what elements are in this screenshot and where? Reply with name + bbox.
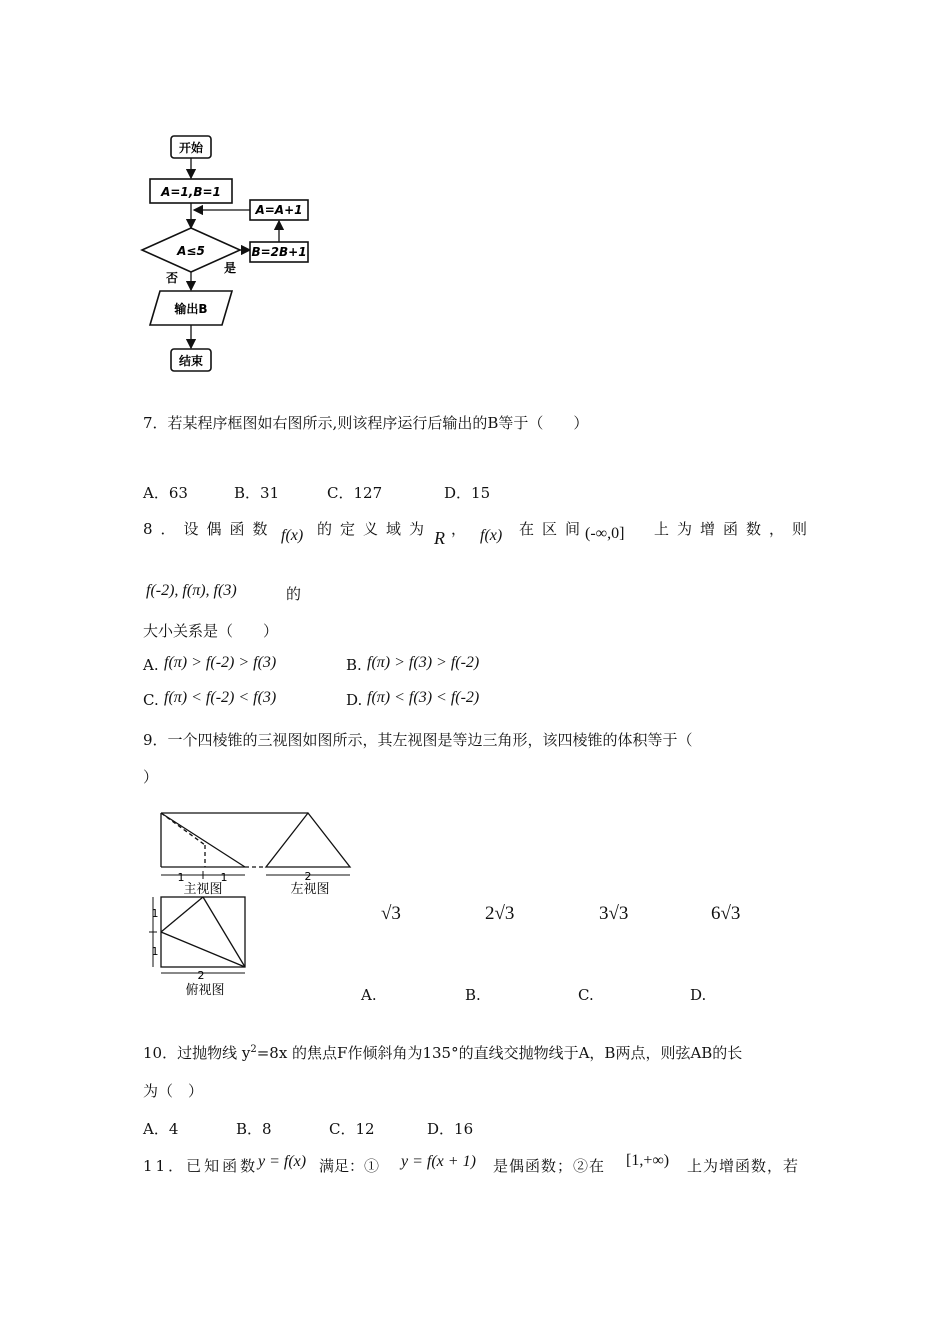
flowchart	[130, 128, 330, 378]
question-9-text-2: ）	[143, 768, 159, 786]
q10-option-c: C．12	[329, 1120, 375, 1138]
q8-option-c: f(π) < f(-2) < f(3)	[164, 689, 277, 706]
top-view-label: 俯视图	[185, 983, 225, 998]
fc-yes-label: 是	[223, 261, 237, 275]
q10-option-a: A．4	[143, 1120, 179, 1138]
three-view-drawing	[145, 805, 360, 1000]
question-7-text: 7．若某程序框图如右图所示,则该程序运行后输出的B等于（ ）	[143, 414, 589, 432]
q8-f-x-1: f(x)	[281, 527, 304, 544]
fc-end-text: 结束	[178, 354, 204, 368]
q9-answer-d: 6√3	[711, 903, 741, 924]
fc-cond-text: A≤5	[177, 244, 205, 258]
q11-interval: [1,+∞)	[626, 1152, 670, 1169]
q8-line-3: 大小关系是（ ）	[143, 622, 279, 640]
top-dim-2: 2	[197, 969, 205, 982]
front-dim-1a: 1	[177, 871, 185, 884]
q9-answer-a: √3	[381, 903, 401, 924]
q8-option-b: f(π) > f(3) > f(-2)	[367, 654, 480, 671]
q11-part-2: 满足：①	[319, 1157, 380, 1175]
top-dim-1b: 1	[151, 945, 159, 958]
fc-start-text: 开始	[178, 141, 204, 155]
top-view	[149, 897, 245, 973]
q11-part-4: 上为增函数，若	[687, 1157, 800, 1175]
front-view-label: 主视图	[183, 882, 223, 897]
q9-option-c-label: C.	[578, 986, 594, 1004]
q8-values: f(-2), f(π), f(3)	[146, 582, 237, 599]
q11-func-1: y = f(x)	[258, 1153, 307, 1170]
question-10-text	[143, 1042, 742, 1063]
question-9-text: 9．一个四棱锥的三视图如图所示，其左视图是等边三角形，该四棱锥的体积等于（	[143, 731, 693, 749]
q9-answer-b: 2√3	[485, 903, 515, 924]
q8-part-2: 的定义域为	[317, 520, 433, 538]
q10-part-1: 10．过抛物线 y	[143, 1044, 251, 1062]
q8-option-c-label: C.	[143, 691, 159, 709]
q8-values-suffix: 的	[286, 585, 302, 603]
q8-option-d-label: D.	[346, 691, 363, 709]
front-dim-1b: 1	[220, 871, 228, 884]
side-dim-2: 2	[304, 870, 312, 883]
q9-option-b-label: B.	[465, 986, 481, 1004]
q7-option-d: D．15	[444, 484, 491, 502]
top-dim-1a: 1	[151, 907, 159, 920]
q8-f-x-2: f(x)	[480, 527, 503, 544]
fc-inc-text: A=A+1	[255, 203, 303, 217]
q11-part-3: 是偶函数；②在	[493, 1157, 606, 1175]
q9-option-a-label: A.	[361, 986, 377, 1004]
q10-part-2: =8x 的焦点F作倾斜角为135°的直线交抛物线于A，B两点，则弦AB的长	[256, 1044, 743, 1062]
q8-option-a-label: A.	[143, 656, 159, 674]
q8-interval: (-∞,0]	[585, 525, 625, 542]
q10-superscript: 2	[250, 1044, 257, 1055]
q8-part-5: 上为增函数，则	[654, 520, 816, 538]
side-view	[266, 813, 350, 875]
fc-update-text: B=2B+1	[251, 245, 307, 259]
q7-option-c: C．127	[327, 484, 383, 502]
question-10-line-2: 为（ ）	[143, 1082, 204, 1100]
q11-part-1: 11．已知函数	[143, 1157, 259, 1175]
q8-option-b-label: B.	[346, 656, 362, 674]
front-view	[161, 813, 308, 879]
fc-output-text: 输出B	[174, 302, 208, 316]
side-view-label: 左视图	[290, 882, 330, 897]
q8-part-1: 8．设偶函数	[143, 520, 276, 538]
q8-option-d: f(π) < f(3) < f(-2)	[367, 689, 480, 706]
q8-part-4: 在区间	[519, 520, 589, 538]
q9-option-d-label: D.	[690, 986, 707, 1004]
fc-no-label: 否	[165, 271, 179, 285]
fc-init-text: A=1,B=1	[161, 185, 221, 199]
q8-option-a: f(π) > f(-2) > f(3)	[164, 654, 277, 671]
q10-option-d: D．16	[427, 1120, 474, 1138]
q9-answer-c: 3√3	[599, 903, 629, 924]
q8-part-3: ，	[451, 520, 467, 538]
q10-option-b: B．8	[236, 1120, 272, 1138]
q8-R: R	[434, 528, 445, 548]
q7-option-b: B．31	[234, 484, 280, 502]
q11-func-2: y = f(x + 1)	[401, 1153, 476, 1170]
q7-option-a: A．63	[143, 484, 188, 502]
